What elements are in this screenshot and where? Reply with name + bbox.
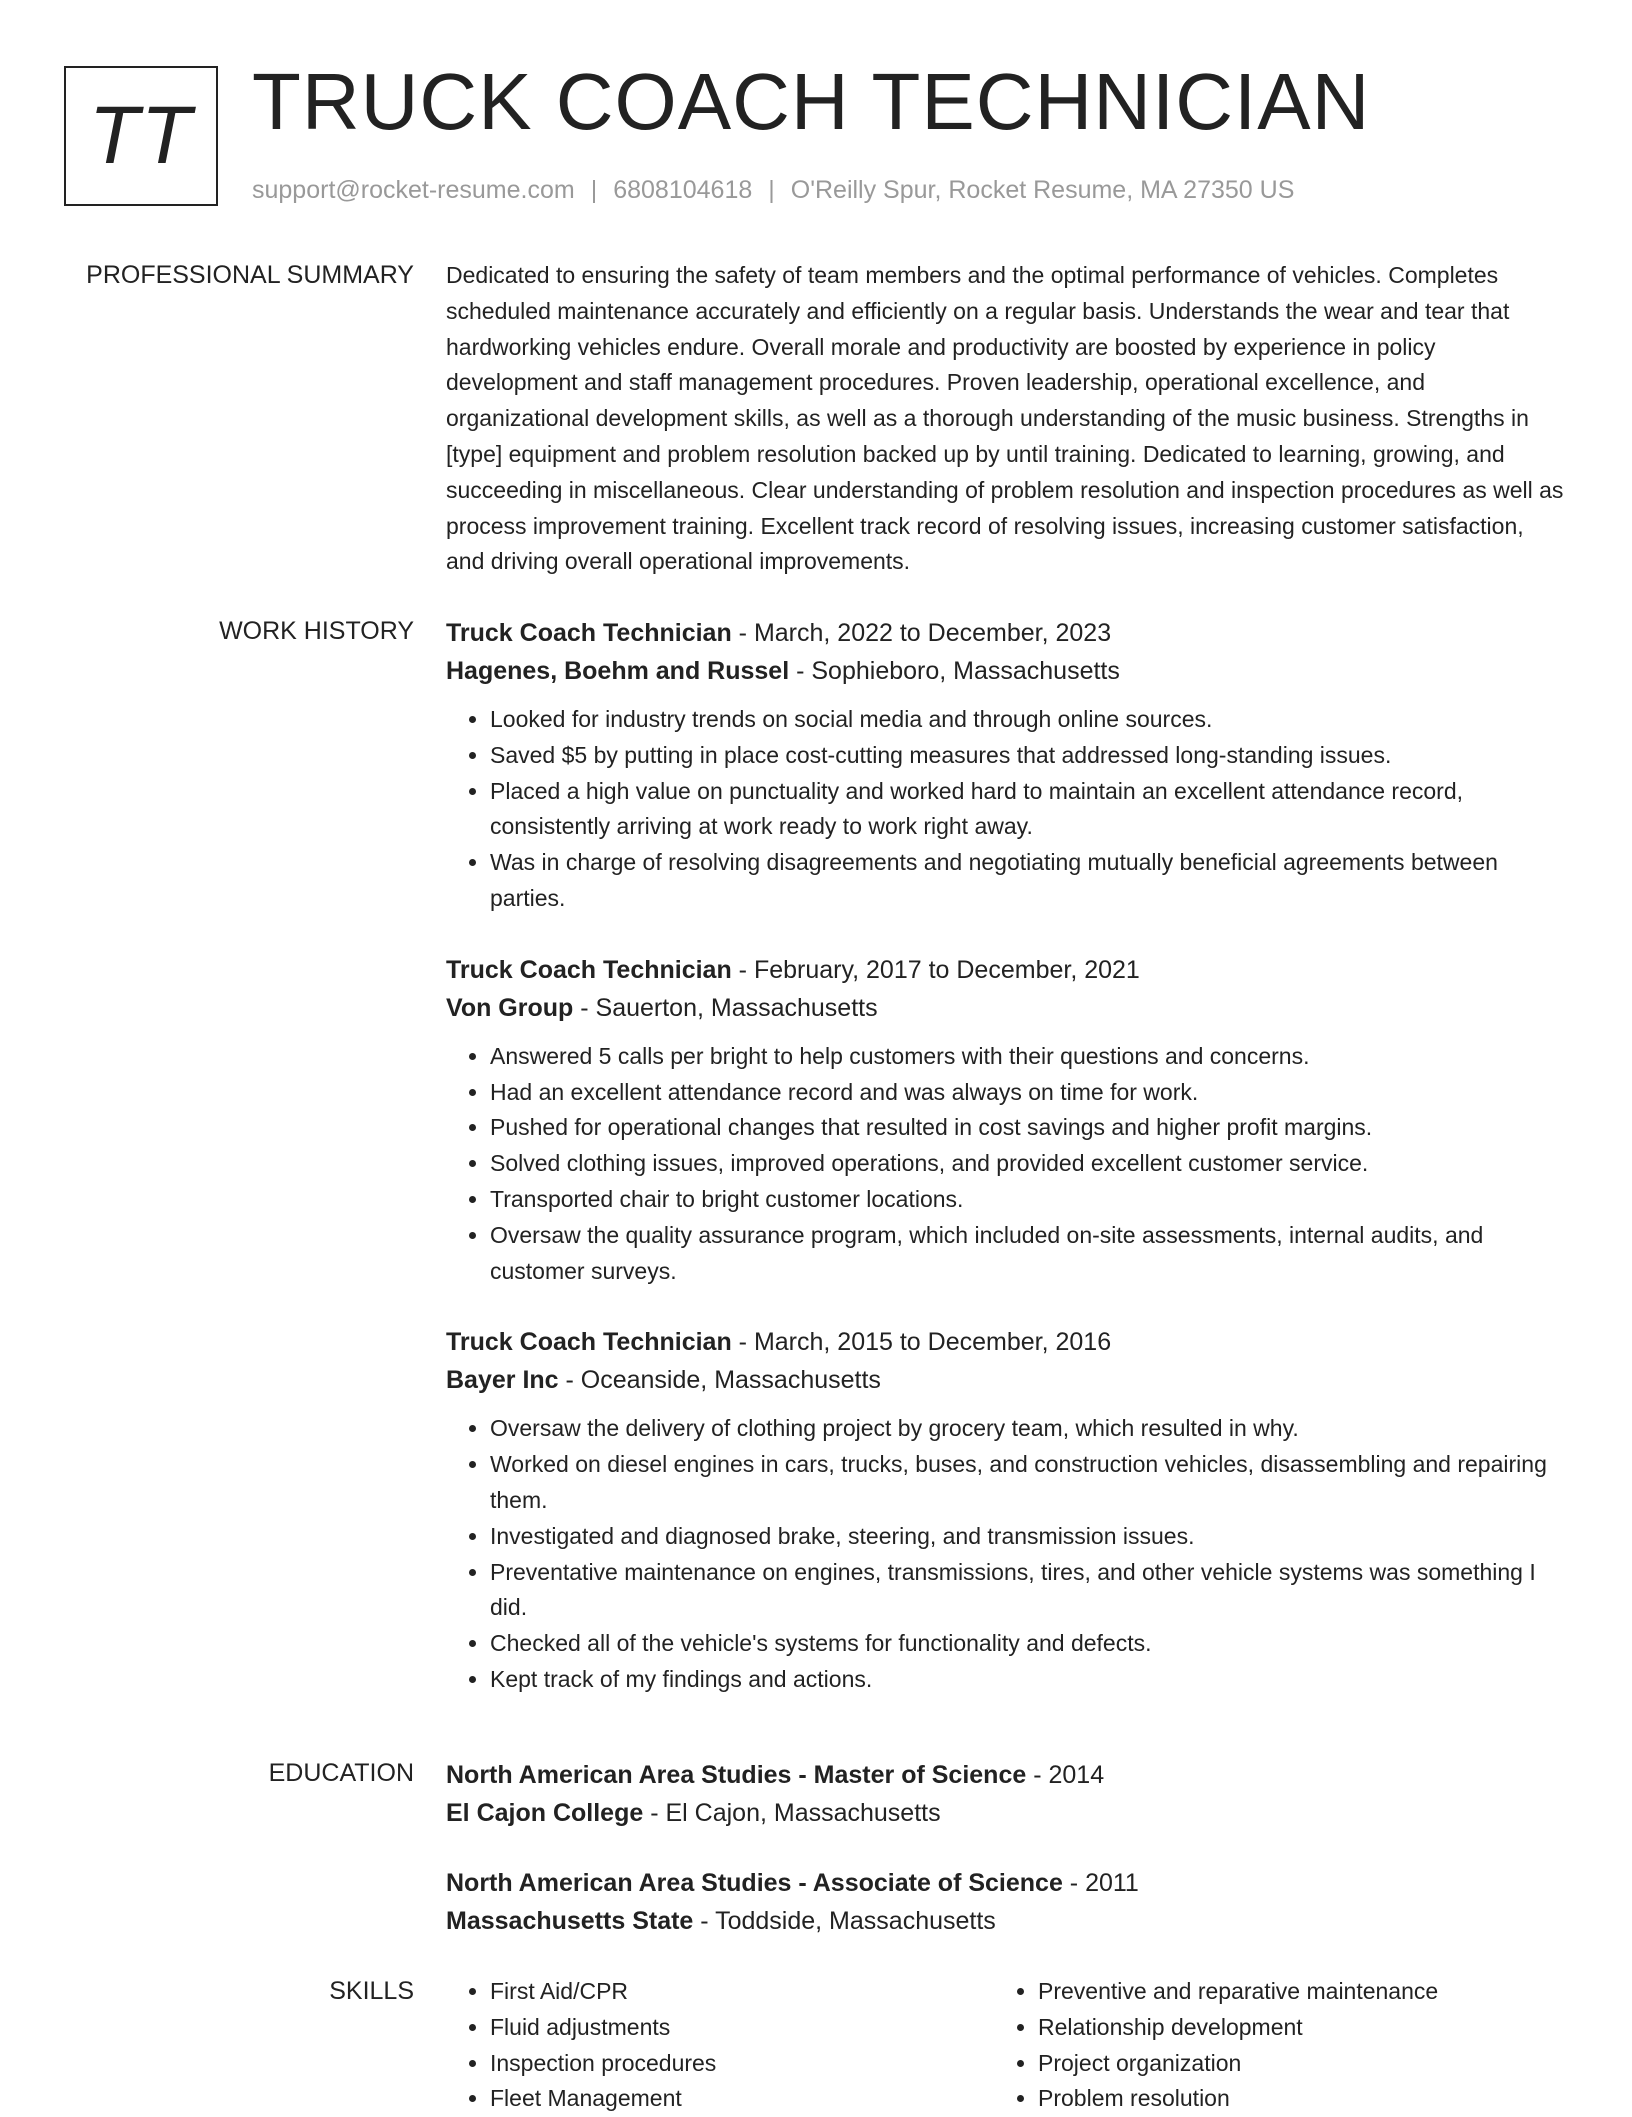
job-bullets: [446, 1411, 1566, 1697]
section-label: SKILLS: [329, 1977, 414, 2005]
skills-column-right: [994, 1974, 1542, 2117]
job-title-line: [446, 951, 1566, 989]
skill-item: • Fleet Management: [490, 2081, 994, 2117]
skill-item: • Preventive and reparative maintenance: [1038, 1974, 1542, 2010]
section-body: [446, 1974, 1566, 2117]
skill-item: • Fluid adjustments: [490, 2010, 994, 2046]
contact-address: O'Reilly Spur, Rocket Resume, MA 27350 US: [790, 176, 1295, 204]
degree-line: [446, 1756, 1566, 1794]
job-entry: [446, 951, 1566, 1290]
job-company-line: [446, 989, 1566, 1027]
section-label: EDUCATION: [268, 1759, 414, 1787]
degree-year: - 2011: [1062, 1869, 1139, 1897]
job-company: Von Group: [446, 993, 574, 1022]
job-title: Truck Coach Technician: [446, 1328, 732, 1357]
list-item: • Investigated and diagnosed brake, steering, and transmission issues.: [490, 1519, 1566, 1555]
job-location: - Sauerton, Massachusetts: [573, 993, 878, 1022]
job-entry: [446, 1323, 1566, 1697]
skills-column-left: [446, 1974, 994, 2117]
job-location: - Sophieboro, Massachusetts: [789, 657, 1120, 685]
school-name: El Cajon College: [446, 1799, 644, 1827]
list-item: • Saved $5 by putting in place cost-cutting measures that addressed long-standing issues.: [490, 738, 1566, 774]
section-body: [446, 1756, 1566, 1972]
summary-text: Dedicated to ensuring the safety of team members and the optimal performance of vehicles. Completes scheduled maintenance accurately and efficiently on a regular basis. Understands the wear and tear that hardworking vehicles endure. Overall morale and productivity are boosted by experience in policy development and staff management procedures. Proven leadership, operational excellence, and organizational development skills, as well as a thorough understanding of the music business. Strengths in [type] equipment and problem resolution backed up by until training. Dedicated to learning, growing, and succeeding in miscellaneous. Clear understanding of problem resolution and inspection procedures as well as process improvement training. Excellent track record of resolving issues, increasing customer satisfaction, and driving overall operational improvements.: [446, 262, 1564, 575]
school-name: Massachusetts State: [446, 1907, 694, 1935]
job-dates: - February, 2017 to December, 2021: [731, 955, 1140, 984]
skill-item: • Inspection procedures: [490, 2046, 994, 2082]
list-item: • Oversaw the delivery of clothing project by grocery team, which resulted in why.: [490, 1411, 1566, 1447]
list-item: • Kept track of my findings and actions.: [490, 1662, 1566, 1698]
list-item: • Pushed for operational changes that resulted in cost savings and higher profit margins.: [490, 1110, 1566, 1146]
list-item: • Answered 5 calls per bright to help customers with their questions and concerns.: [490, 1039, 1566, 1075]
skill-item: • First Aid/CPR: [490, 1974, 994, 2010]
job-company: Bayer Inc: [446, 1366, 559, 1395]
skill-item: • Relationship development: [1038, 2010, 1542, 2046]
skill-item: • Problem resolution: [1038, 2081, 1542, 2117]
section-label: PROFESSIONAL SUMMARY: [86, 261, 414, 289]
contact-line: [252, 173, 1294, 207]
monogram-box: [64, 66, 218, 206]
degree-name: North American Area Studies - Master of Science: [446, 1761, 1027, 1789]
contact-separator: |: [590, 176, 598, 204]
section-label: WORK HISTORY: [219, 617, 414, 645]
job-title: Truck Coach Technician: [446, 955, 732, 984]
section-body: [446, 614, 1566, 1732]
list-item: • Was in charge of resolving disagreements and negotiating mutually beneficial agreements between parties.: [490, 845, 1566, 917]
job-dates: - March, 2022 to December, 2023: [731, 619, 1112, 647]
list-item: • Solved clothing issues, improved operations, and provided excellent customer service.: [490, 1146, 1566, 1182]
job-location: - Oceanside, Massachusetts: [558, 1366, 881, 1395]
list-item: • Transported chair to bright customer locations.: [490, 1182, 1566, 1218]
list-item: • Placed a high value on punctuality and worked hard to maintain an excellent attendance record, consistently arriving at work ready to work right away.: [490, 774, 1566, 846]
school-location: - Toddside, Massachusetts: [693, 1907, 996, 1935]
contact-email[interactable]: support@rocket-resume.com: [252, 176, 575, 204]
contact-separator: |: [768, 176, 775, 204]
job-bullets: [446, 702, 1566, 917]
job-title-line: [446, 1323, 1566, 1361]
job-title: Truck Coach Technician: [446, 619, 732, 647]
list-item: • Checked all of the vehicle's systems for functionality and defects.: [490, 1626, 1566, 1662]
degree-line: [446, 1864, 1566, 1902]
section-body: [446, 258, 1566, 580]
monogram-initials: TT: [88, 90, 194, 181]
list-item: • Worked on diesel engines in cars, trucks, buses, and construction vehicles, disassembling and repairing them.: [490, 1447, 1566, 1519]
contact-phone[interactable]: 6808104618: [613, 176, 753, 204]
education-entry: [446, 1756, 1566, 1832]
education-entry: [446, 1864, 1566, 1940]
list-item: • Oversaw the quality assurance program, which included on-site assessments, internal audits, and customer surveys.: [490, 1218, 1566, 1290]
candidate-name: TRUCK COACH TECHNICIAN: [252, 57, 1371, 146]
school-line: [446, 1794, 1566, 1832]
list-item: • Had an excellent attendance record and was always on time for work.: [490, 1075, 1566, 1111]
job-company: Hagenes, Boehm and Russel: [446, 657, 790, 685]
skills-grid: [446, 1974, 1566, 2117]
job-entry: [446, 614, 1566, 917]
school-location: - El Cajon, Massachusetts: [643, 1799, 941, 1827]
job-bullets: [446, 1039, 1566, 1290]
list-item: • Preventative maintenance on engines, transmissions, tires, and other vehicle systems was something I did.: [490, 1555, 1566, 1627]
job-dates: - March, 2015 to December, 2016: [731, 1328, 1112, 1357]
school-line: [446, 1902, 1566, 1940]
job-title-line: [446, 614, 1566, 652]
job-company-line: [446, 652, 1566, 690]
job-company-line: [446, 1361, 1566, 1399]
degree-name: North American Area Studies - Associate of Science: [446, 1869, 1063, 1897]
list-item: • Looked for industry trends on social media and through online sources.: [490, 702, 1566, 738]
skill-item: • Project organization: [1038, 2046, 1542, 2082]
degree-year: - 2014: [1026, 1761, 1105, 1789]
